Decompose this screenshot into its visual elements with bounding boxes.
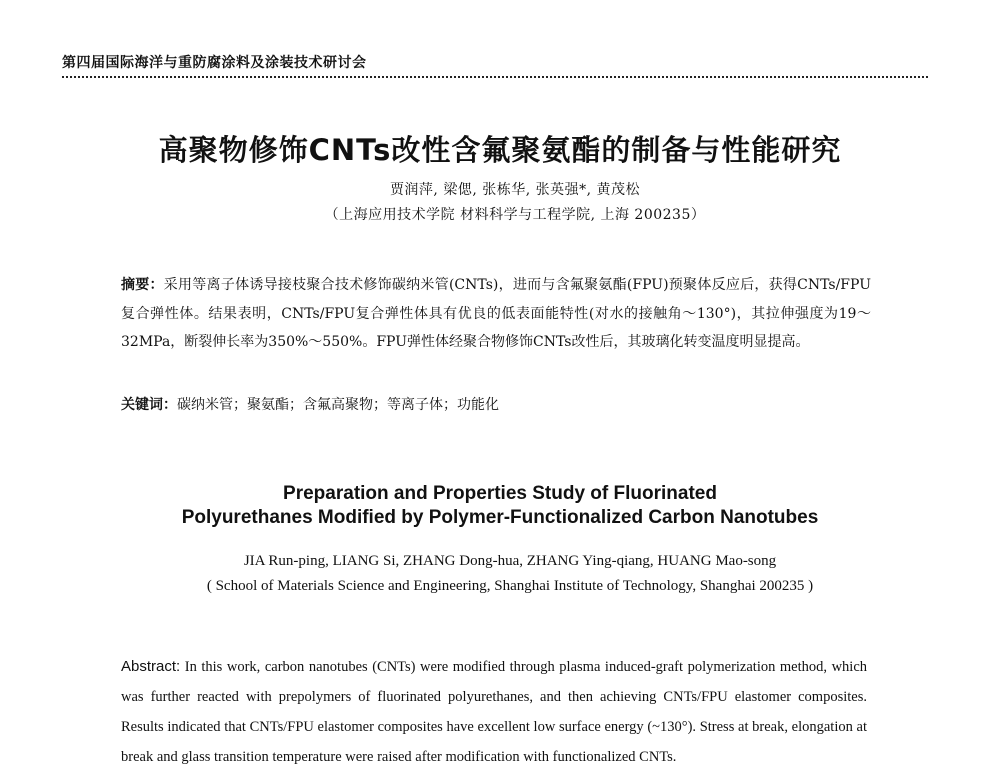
- authors-zh: 贾润萍, 梁偲, 张栋华, 张英强*, 黄茂松: [389, 182, 641, 198]
- keywords-label-zh: 关键词：: [121, 397, 177, 413]
- abstract-zh: [121, 271, 871, 357]
- keywords-text-zh: 碳纳米管；聚氨酯；含氟高聚物；等离子体；功能化: [177, 397, 499, 413]
- abstract-en: [121, 652, 867, 772]
- authors-en: JIA Run-ping, LIANG Si, ZHANG Dong-hua, ZHANG Ying-qiang, HUANG Mao-song: [243, 553, 777, 569]
- header-divider: [62, 76, 928, 78]
- conference-header: 第四届国际海洋与重防腐涂料及涂装技术研讨会: [62, 55, 367, 71]
- keywords-zh: [121, 392, 871, 418]
- paper-title-en-line2: Polyurethanes Modified by Polymer-Functionalized Carbon Nanotubes: [181, 507, 819, 528]
- paper-title-zh: 高聚物修饰CNTs改性含氟聚氨酯的制备与性能研究: [158, 133, 842, 167]
- abstract-text-en: In this work, carbon nanotubes (CNTs) were modified through plasma induced-graft polymerization method, which was further reacted with prepolymers of fluorinated polyurethanes, and then achieving CNTs/FPU elastomer composites. Results indicated that CNTs/FPU elastomer composites have excellent low surface energy (~130°). Stress at break, elongation at break and glass transition temperature were raised after modification with functionalized CNTs.: [121, 659, 868, 765]
- paper-title-en-line1: Preparation and Properties Study of Fluorinated: [283, 483, 717, 504]
- affiliation-en: ( School of Materials Science and Engineering, Shanghai Institute of Technology, Shanghai 200235 ): [206, 578, 814, 594]
- abstract-label-zh: 摘要：: [121, 277, 164, 293]
- paper-title-en: [0, 482, 1000, 530]
- abstract-label-en: Abstract:: [121, 658, 181, 675]
- abstract-text-zh: 采用等离子体诱导接枝聚合技术修饰碳纳米管(CNTs)，进而与含氟聚氨酯(FPU)预聚体反应后，获得CNTs/FPU复合弹性体。结果表明，CNTs/FPU复合弹性体具有优良的低表面能特性(对水的接触角～130°)，其拉伸强度为19～32MPa，断裂伸长率为350%～550%。FPU弹性体经聚合物修饰CNTs改性后，其玻璃化转变温度明显提高。: [121, 277, 871, 350]
- affiliation-zh: （上海应用技术学院 材料科学与工程学院, 上海 200235）: [324, 207, 706, 223]
